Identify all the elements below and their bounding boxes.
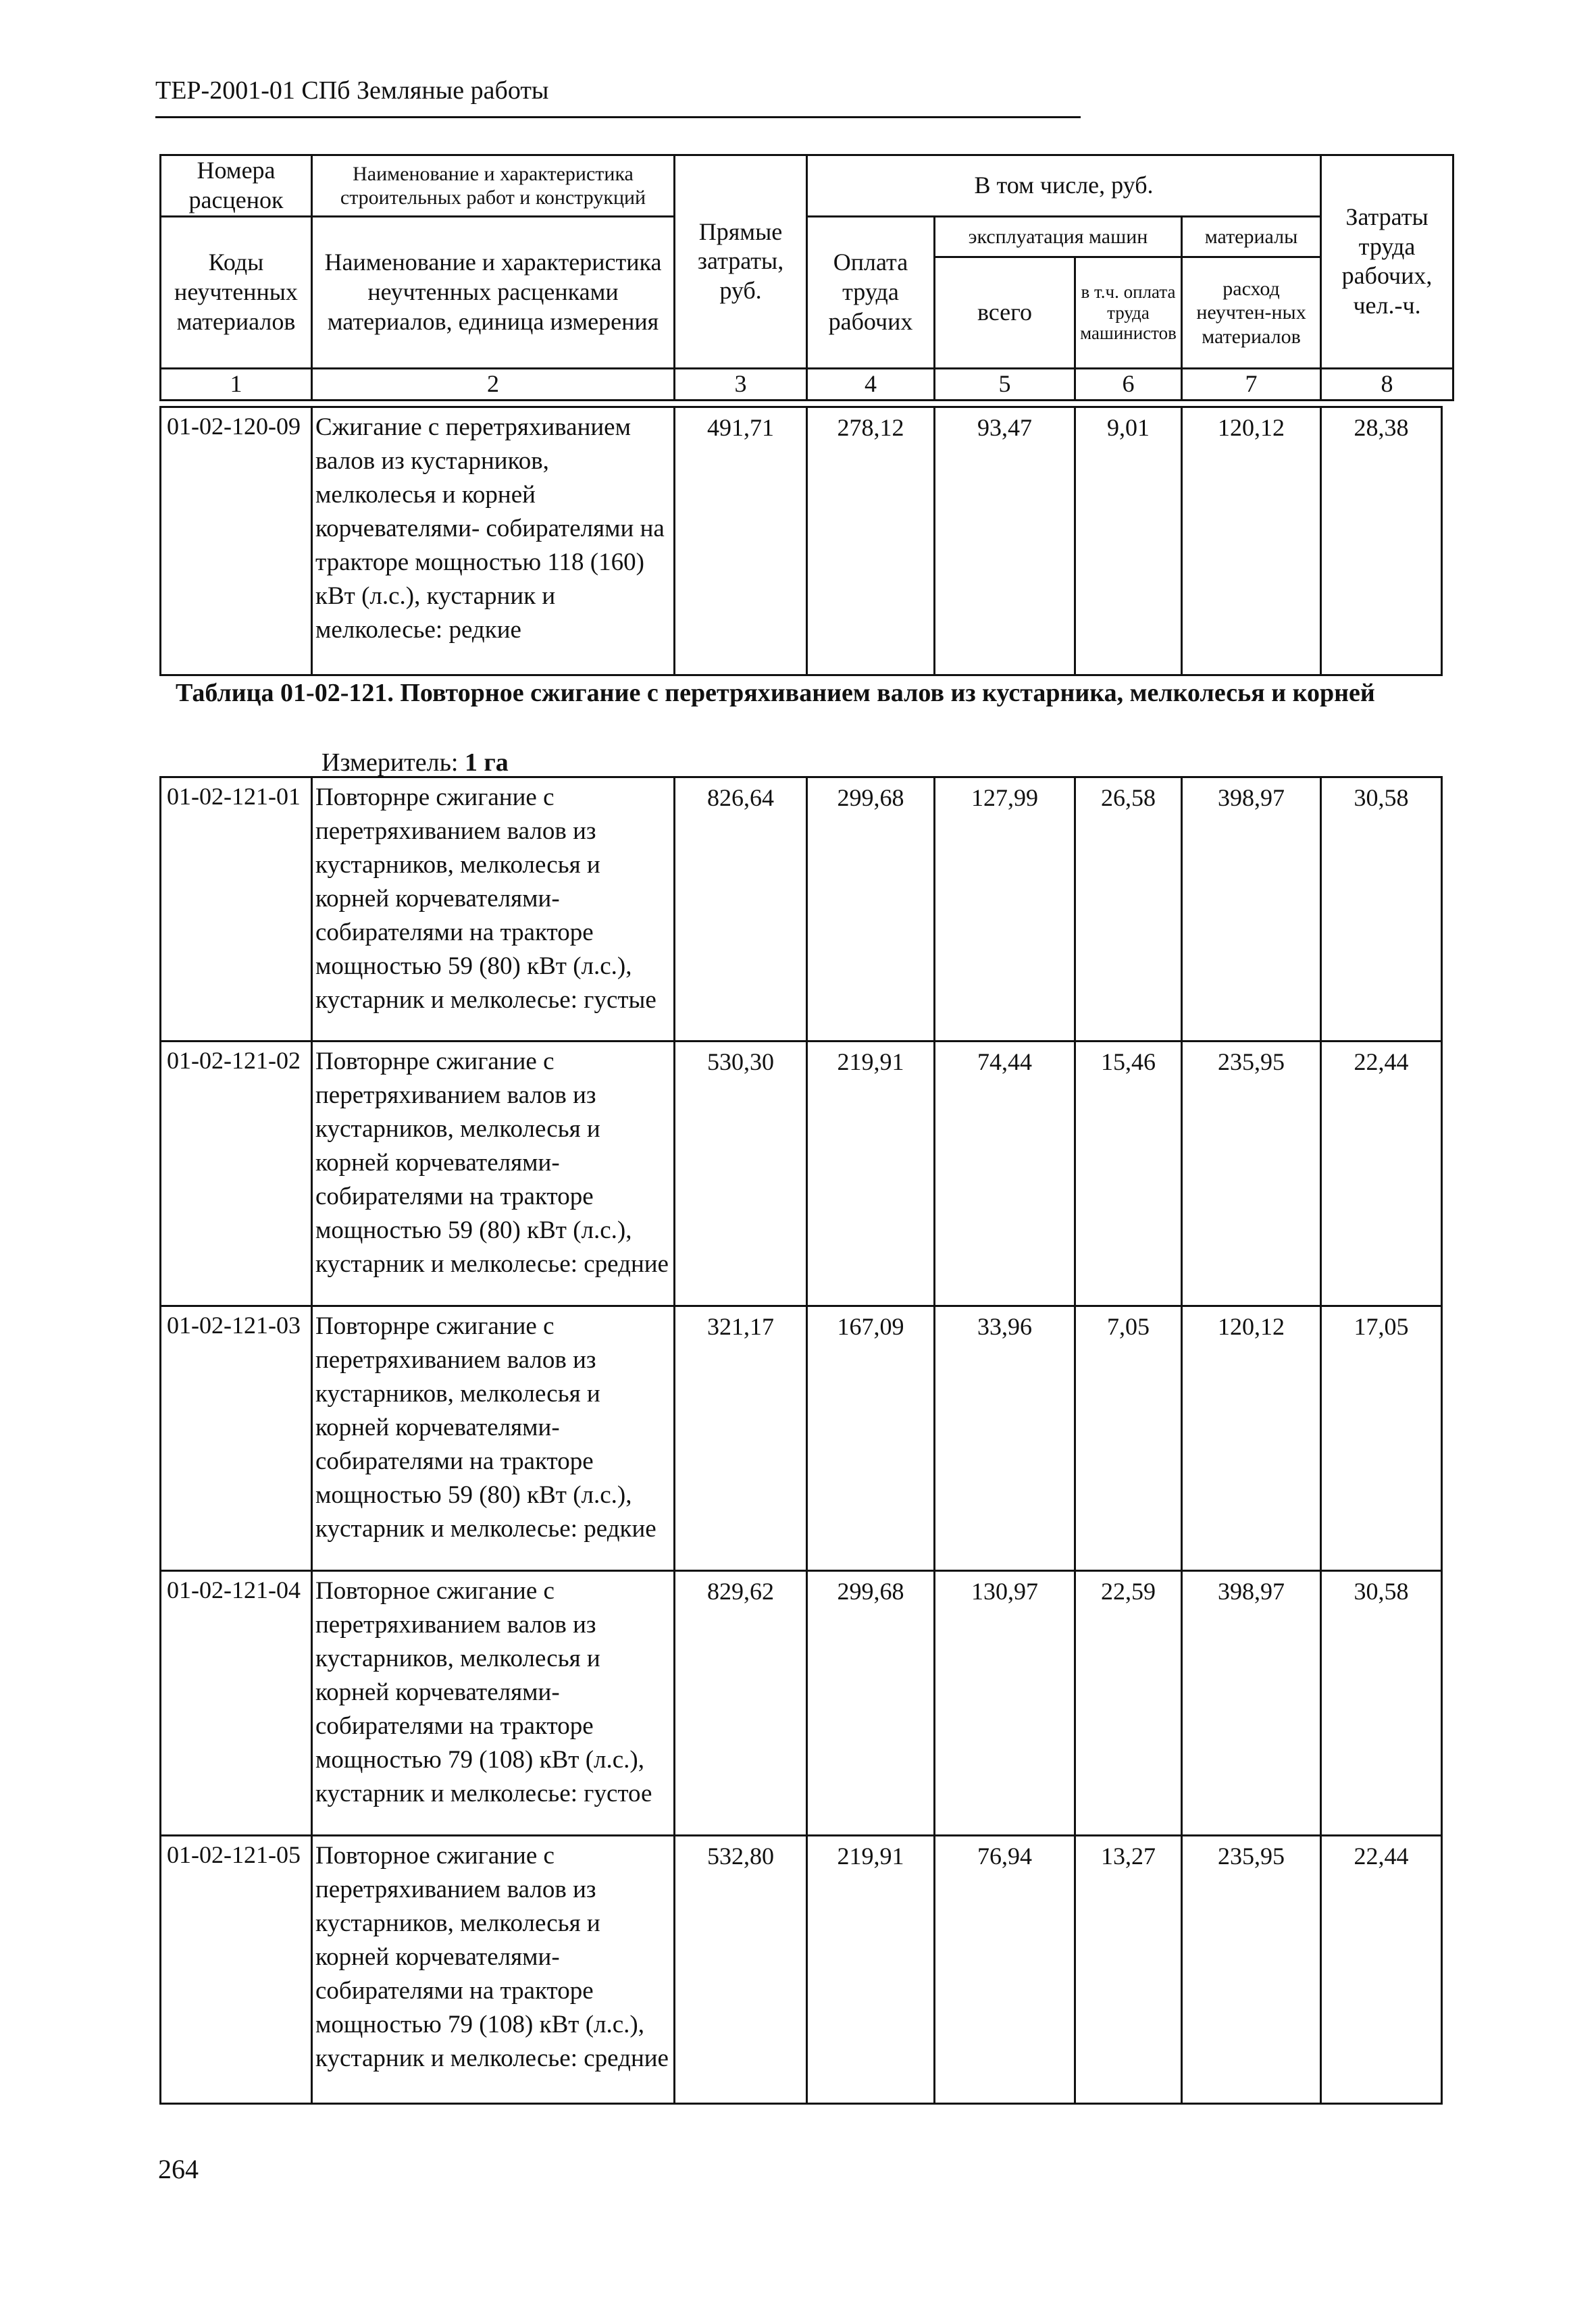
rates-table-121 xyxy=(159,776,1443,2105)
machines-total-value: 76,94 xyxy=(935,1836,1075,2104)
column-header-table xyxy=(159,154,1454,401)
header-machines-total: всего xyxy=(935,257,1075,368)
header-machinist-pay: в т.ч. оплата труда машинистов xyxy=(1075,257,1182,368)
header-rule xyxy=(155,116,1081,118)
rates-table-120 xyxy=(159,406,1443,676)
machines-total-value: 74,44 xyxy=(935,1042,1075,1306)
rate-code: 01-02-121-04 xyxy=(161,1571,312,1836)
rate-code: 01-02-121-05 xyxy=(161,1836,312,2104)
column-number-3: 3 xyxy=(675,368,807,400)
rate-description: Повторное сжигание с перетряхиванием валов из кустарников, мелколесья и корней корчевателями-собирателями на тракторе мощностью 79 (108) кВт (л.с.), кустарник и мелколесье: густое xyxy=(312,1571,675,1836)
header-labor-pay: Оплата труда рабочих xyxy=(807,216,935,368)
materials-value: 398,97 xyxy=(1182,1571,1321,1836)
machines-total-value: 127,99 xyxy=(935,777,1075,1042)
page-number: 264 xyxy=(158,2154,199,2184)
rate-description: Повторнре сжигание с перетряхиванием валов из кустарников, мелколесья и корней корчевателями-собирателями на тракторе мощностью 59 (80) кВт (л.с.), кустарник и мелколесье: средние xyxy=(312,1042,675,1306)
column-number-1: 1 xyxy=(161,368,312,400)
header-work-name: Наименование и характеристика строительных работ и конструкций xyxy=(312,155,675,217)
rate-code: 01-02-121-03 xyxy=(161,1306,312,1571)
table-row xyxy=(161,1042,1442,1306)
labor-hours-value: 28,38 xyxy=(1321,407,1442,675)
machinist-pay-value: 13,27 xyxy=(1075,1836,1182,2104)
unit-measure xyxy=(321,748,509,777)
page-header-title: ТЕР-2001-01 СПб Земляные работы xyxy=(155,76,549,105)
labor-pay-value: 299,68 xyxy=(807,1571,935,1836)
direct-costs-value: 321,17 xyxy=(675,1306,807,1571)
machinist-pay-value: 26,58 xyxy=(1075,777,1182,1042)
machinist-pay-value: 22,59 xyxy=(1075,1571,1182,1836)
labor-pay-value: 167,09 xyxy=(807,1306,935,1571)
column-number-6: 6 xyxy=(1075,368,1182,400)
column-number-5: 5 xyxy=(935,368,1075,400)
rate-description: Повторнре сжигание с перетряхиванием валов из кустарников, мелколесья и корней корчевателями-собирателями на тракторе мощностью 59 (80) кВт (л.с.), кустарник и мелколесье: густые xyxy=(312,777,675,1042)
rate-code: 01-02-121-01 xyxy=(161,777,312,1042)
materials-value: 235,95 xyxy=(1182,1042,1321,1306)
direct-costs-value: 826,64 xyxy=(675,777,807,1042)
machines-total-value: 93,47 xyxy=(935,407,1075,675)
labor-pay-value: 278,12 xyxy=(807,407,935,675)
table-caption: Таблица 01-02-121. Повторное сжигание с перетряхиванием валов из кустарника, мелколесья и корней xyxy=(176,679,1375,707)
direct-costs-value: 491,71 xyxy=(675,407,807,675)
header-rates: Номера расценок xyxy=(161,155,312,217)
rate-description: Повторное сжигание с перетряхиванием валов из кустарников, мелколесья и корней корчевателями-собирателями на тракторе мощностью 79 (108) кВт (л.с.), кустарник и мелколесье: средние xyxy=(312,1836,675,2104)
labor-hours-value: 30,58 xyxy=(1321,1571,1442,1836)
column-number-4: 4 xyxy=(807,368,935,400)
header-materials: материалы xyxy=(1182,216,1321,257)
machinist-pay-value: 15,46 xyxy=(1075,1042,1182,1306)
unit-value: 1 га xyxy=(465,748,509,777)
rate-description: Повторнре сжигание с перетряхиванием валов из кустарников, мелколесья и корней корчевателями-собирателями на тракторе мощностью 59 (80) кВт (л.с.), кустарник и мелколесье: редкие xyxy=(312,1306,675,1571)
header-material-codes: Коды неучтенных материалов xyxy=(161,216,312,368)
direct-costs-value: 829,62 xyxy=(675,1571,807,1836)
labor-hours-value: 17,05 xyxy=(1321,1306,1442,1571)
machines-total-value: 33,96 xyxy=(935,1306,1075,1571)
column-number-7: 7 xyxy=(1182,368,1321,400)
labor-hours-value: 22,44 xyxy=(1321,1836,1442,2104)
direct-costs-value: 532,80 xyxy=(675,1836,807,2104)
table-row xyxy=(161,1571,1442,1836)
header-direct-costs: Прямые затраты, руб. xyxy=(675,155,807,369)
labor-hours-value: 30,58 xyxy=(1321,777,1442,1042)
header-unaccounted-materials: расход неучтен-ных материалов xyxy=(1182,257,1321,368)
rate-code: 01-02-120-09 xyxy=(161,407,312,675)
labor-pay-value: 299,68 xyxy=(807,777,935,1042)
header-machines: эксплуатация машин xyxy=(935,216,1182,257)
rate-code: 01-02-121-02 xyxy=(161,1042,312,1306)
table-row xyxy=(161,1836,1442,2104)
labor-pay-value: 219,91 xyxy=(807,1042,935,1306)
materials-value: 235,95 xyxy=(1182,1836,1321,2104)
table-row xyxy=(161,407,1442,675)
header-labor-hours: Затраты труда рабочих, чел.-ч. xyxy=(1321,155,1453,369)
materials-value: 398,97 xyxy=(1182,777,1321,1042)
table-row xyxy=(161,777,1442,1042)
labor-pay-value: 219,91 xyxy=(807,1836,935,2104)
machinist-pay-value: 7,05 xyxy=(1075,1306,1182,1571)
header-group-including: В том числе, руб. xyxy=(807,155,1321,217)
unit-label: Измеритель: xyxy=(321,748,459,777)
materials-value: 120,12 xyxy=(1182,1306,1321,1571)
direct-costs-value: 530,30 xyxy=(675,1042,807,1306)
table-row xyxy=(161,1306,1442,1571)
materials-value: 120,12 xyxy=(1182,407,1321,675)
column-number-8: 8 xyxy=(1321,368,1453,400)
header-material-name: Наименование и характеристика неучтенных расценками материалов, единица измерения xyxy=(312,216,675,368)
machines-total-value: 130,97 xyxy=(935,1571,1075,1836)
column-number-2: 2 xyxy=(312,368,675,400)
machinist-pay-value: 9,01 xyxy=(1075,407,1182,675)
labor-hours-value: 22,44 xyxy=(1321,1042,1442,1306)
rate-description: Сжигание с перетряхиванием валов из кустарников, мелколесья и корней корчевателями- собирателями на тракторе мощностью 118 (160) кВт (л.с.), кустарник и мелколесье: редкие xyxy=(312,407,675,675)
